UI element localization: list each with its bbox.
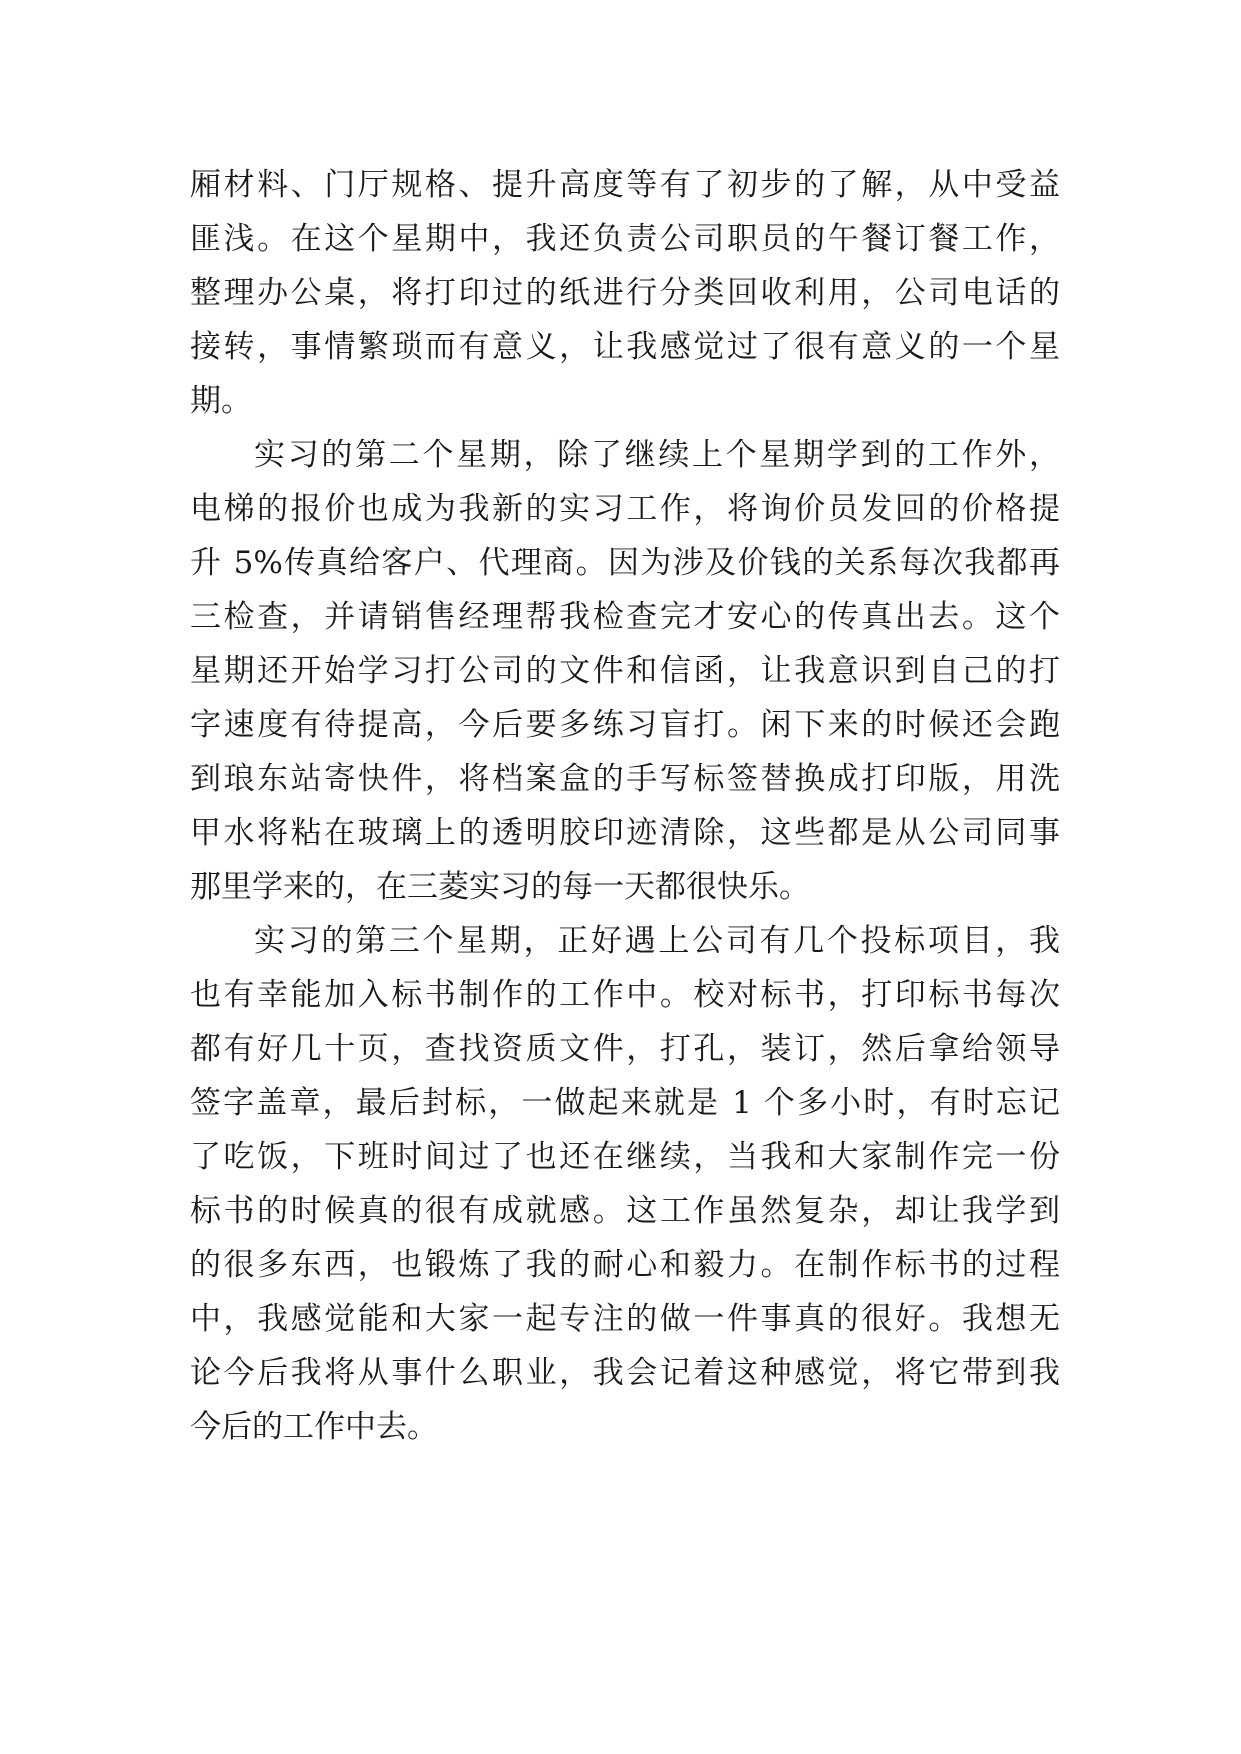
text-line: 论今后我将从事什么职业，我会记着这种感觉，将它带到我 — [190, 1355, 1060, 1391]
paragraph-2 — [190, 428, 1060, 914]
text-line: 的很多东西，也锻炼了我的耐心和毅力。在制作标书的过程 — [190, 1247, 1060, 1283]
text-line: 星期还开始学习打公司的文件和信函，让我意识到自己的打 — [190, 653, 1060, 689]
text-line: 标书的时候真的很有成就感。这工作虽然复杂，却让我学到 — [190, 1193, 1060, 1229]
text-line: 了吃饭，下班时间过了也还在继续，当我和大家制作完一份 — [190, 1139, 1060, 1175]
text-line: 实习的第二个星期，除了继续上个星期学到的工作外， — [254, 437, 1060, 473]
paragraph-1 — [190, 158, 1060, 428]
text-line: 签字盖章，最后封标，一做起来就是 1 个多小时，有时忘记 — [190, 1085, 1060, 1121]
body-text — [190, 158, 1060, 1454]
text-line: 也有幸能加入标书制作的工作中。校对标书，打印标书每次 — [190, 977, 1060, 1013]
text-line: 那里学来的，在三菱实习的每一天都很快乐。 — [190, 869, 810, 905]
text-line: 升 5%传真给客户、代理商。因为涉及价钱的关系每次我都再 — [190, 545, 1060, 581]
text-line: 整理办公桌，将打印过的纸进行分类回收利用，公司电话的 — [190, 275, 1060, 311]
text-line: 期。 — [190, 383, 252, 419]
text-line: 接转，事情繁琐而有意义，让我感觉过了很有意义的一个星 — [190, 329, 1060, 365]
text-line: 都有好几十页，查找资质文件，打孔，装订，然后拿给领导 — [190, 1031, 1060, 1067]
text-line: 匪浅。在这个星期中，我还负责公司职员的午餐订餐工作， — [190, 221, 1060, 257]
text-line: 甲水将粘在玻璃上的透明胶印迹清除，这些都是从公司同事 — [190, 815, 1060, 851]
paragraph-3 — [190, 914, 1060, 1454]
text-line: 三检查，并请销售经理帮我检查完才安心的传真出去。这个 — [190, 599, 1060, 635]
text-line: 中，我感觉能和大家一起专注的做一件事真的很好。我想无 — [190, 1301, 1060, 1337]
text-line: 电梯的报价也成为我新的实习工作，将询价员发回的价格提 — [190, 491, 1060, 527]
text-line: 厢材料、门厅规格、提升高度等有了初步的了解，从中受益 — [190, 167, 1060, 203]
text-line: 字速度有待提高，今后要多练习盲打。闲下来的时候还会跑 — [190, 707, 1060, 743]
text-line: 实习的第三个星期，正好遇上公司有几个投标项目，我 — [254, 923, 1060, 959]
text-line: 今后的工作中去。 — [190, 1409, 438, 1445]
text-line: 到琅东站寄快件，将档案盒的手写标签替换成打印版，用洗 — [190, 761, 1060, 797]
